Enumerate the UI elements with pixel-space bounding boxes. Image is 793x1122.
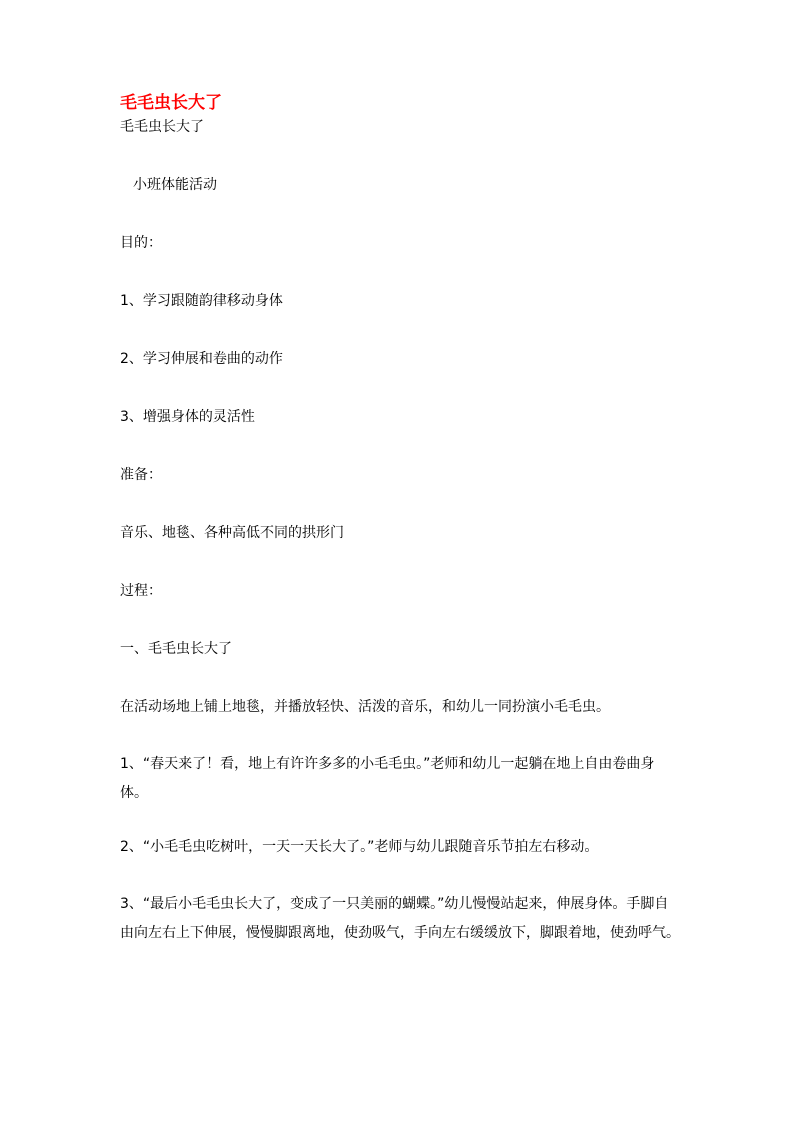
step-item: 3、“最后小毛毛虫长大了，变成了一只美丽的蝴蝶。”幼儿慢慢站起来，伸展身体。手脚自由向左右上下伸展，慢慢脚跟离地，使劲吸气，手向左右缓缓放下，脚跟着地，使劲呼气。 [120,896,680,941]
step-item: 2、“小毛毛虫吃树叶，一天一天长大了。”老师与幼儿跟随音乐节拍左右移动。 [120,839,599,855]
goal-item: 3、增强身体的灵活性 [120,409,255,425]
process-heading: 过程： [120,583,162,599]
activity-type: 小班体能活动 [133,177,217,193]
document-subtitle: 毛毛虫长大了 [120,119,204,135]
goal-item: 2、学习伸展和卷曲的动作 [120,351,283,367]
section-heading: 一、毛毛虫长大了 [120,641,232,657]
document-body [120,92,680,948]
prep-text: 音乐、地毯、各种高低不同的拱形门 [120,525,344,541]
section-intro: 在活动场地上铺上地毯，并播放轻快、活泼的音乐，和幼儿一同扮演小毛毛虫。 [120,699,610,715]
goal-item: 1、学习跟随韵律移动身体 [120,293,283,309]
goals-heading: 目的： [120,235,162,251]
document-title: 毛毛虫长大了 [120,93,222,113]
step-item: 1、“春天来了！看，地上有许许多多的小毛毛虫。”老师和幼儿一起躺在地上自由卷曲身体。 [120,756,655,801]
prep-heading: 准备： [120,467,162,483]
